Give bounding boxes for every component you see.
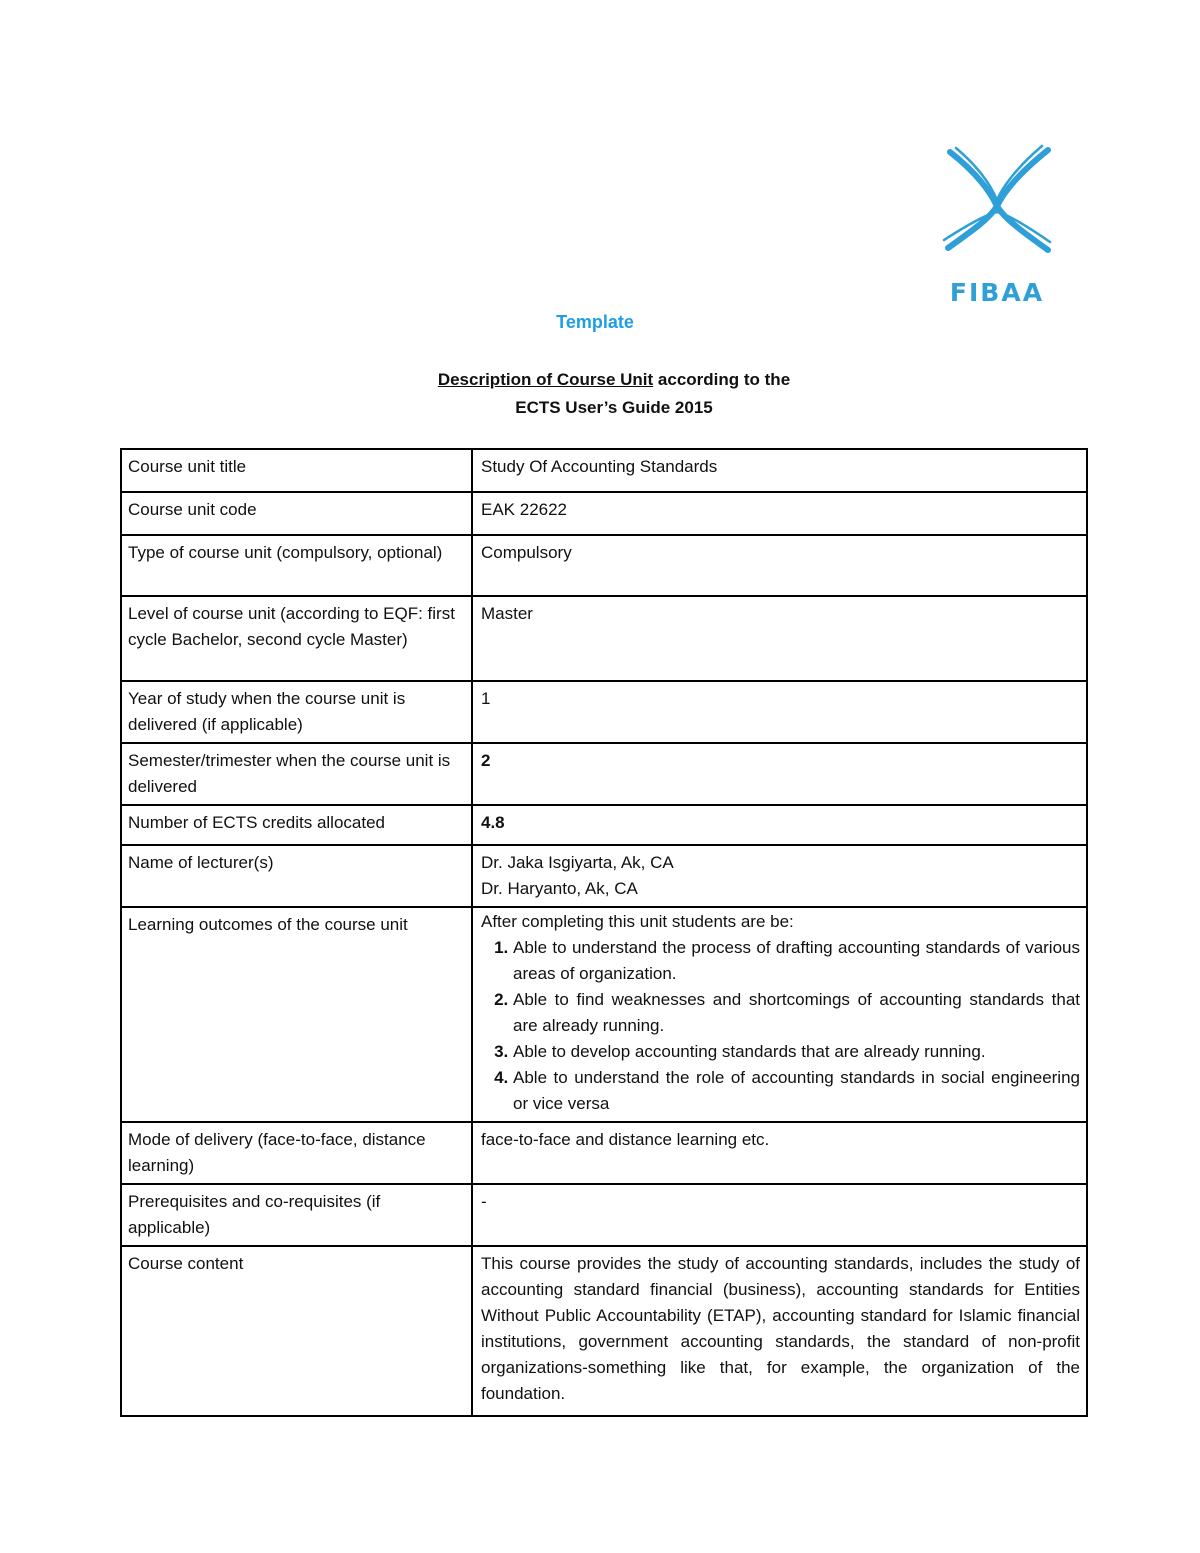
fibaa-x-icon bbox=[938, 144, 1056, 269]
row-course-title bbox=[121, 449, 1087, 492]
row-course-type bbox=[121, 535, 1087, 596]
value-mode-of-delivery: face-to-face and distance learning etc. bbox=[472, 1122, 1087, 1184]
course-unit-table bbox=[120, 448, 1088, 1417]
label-year-of-study: Year of study when the course unit is delivered (if applicable) bbox=[121, 681, 472, 743]
outcome-item: 2. Able to find weaknesses and shortcomings of accounting standards that are already running. bbox=[513, 987, 1080, 1039]
logo-text: FIBAA bbox=[949, 278, 1045, 307]
row-course-code bbox=[121, 492, 1087, 535]
outcomes-intro: After completing this unit students are be: bbox=[481, 912, 794, 931]
row-course-content bbox=[121, 1246, 1087, 1416]
row-course-level bbox=[121, 596, 1087, 681]
title-rest: according to the bbox=[653, 370, 791, 389]
outcome-item: 4. Able to understand the role of accounting standards in social engineering or vice versa bbox=[513, 1065, 1080, 1117]
label-lecturers: Name of lecturer(s) bbox=[121, 845, 472, 907]
lecturer-name: Dr. Jaka Isgiyarta, Ak, CA bbox=[481, 853, 674, 872]
fibaa-logo bbox=[938, 144, 1056, 309]
value-year-of-study: 1 bbox=[472, 681, 1087, 743]
value-lecturers bbox=[472, 845, 1087, 907]
label-mode-of-delivery: Mode of delivery (face-to-face, distance learning) bbox=[121, 1122, 472, 1184]
label-ects-credits: Number of ECTS credits allocated bbox=[121, 805, 472, 845]
label-prerequisites: Prerequisites and co-requisites (if applicable) bbox=[121, 1184, 472, 1246]
template-label: Template bbox=[556, 312, 634, 332]
value-course-code: EAK 22622 bbox=[472, 492, 1087, 535]
label-course-type: Type of course unit (compulsory, optional) bbox=[121, 535, 472, 596]
value-course-type: Compulsory bbox=[472, 535, 1087, 596]
row-learning-outcomes bbox=[121, 907, 1087, 1122]
label-semester: Semester/trimester when the course unit is delivered bbox=[121, 743, 472, 805]
value-learning-outcomes bbox=[472, 907, 1087, 1122]
title-underlined: Description of Course Unit bbox=[437, 370, 654, 389]
document-title bbox=[0, 370, 1200, 390]
row-mode-of-delivery bbox=[121, 1122, 1087, 1184]
label-course-level: Level of course unit (according to EQF: first cycle Bachelor, second cycle Master) bbox=[121, 596, 472, 681]
label-course-content: Course content bbox=[121, 1246, 472, 1416]
value-course-content: This course provides the study of accounting standards, includes the study of accounting standard financial (business), accounting standards for Entities Without Public Accountability (ETAP), accounting standard for Islamic financial institutions, government accounting standards, the standard of non-profit organizations-something like that, for example, the organization of the foundation. bbox=[472, 1246, 1087, 1416]
label-course-title: Course unit title bbox=[121, 449, 472, 492]
row-prerequisites bbox=[121, 1184, 1087, 1246]
document-subtitle: ECTS User’s Guide 2015 bbox=[515, 398, 713, 417]
row-semester bbox=[121, 743, 1087, 805]
label-learning-outcomes: Learning outcomes of the course unit bbox=[121, 907, 472, 1122]
value-ects-credits: 4.8 bbox=[472, 805, 1087, 845]
lecturer-name: Dr. Haryanto, Ak, CA bbox=[481, 879, 638, 898]
row-ects-credits bbox=[121, 805, 1087, 845]
label-course-code: Course unit code bbox=[121, 492, 472, 535]
outcome-item: 1. Able to understand the process of drafting accounting standards of various areas of organization. bbox=[513, 935, 1080, 987]
row-year-of-study bbox=[121, 681, 1087, 743]
outcomes-list bbox=[481, 935, 1080, 1117]
value-semester: 2 bbox=[472, 743, 1087, 805]
value-course-title: Study Of Accounting Standards bbox=[472, 449, 1087, 492]
row-lecturers bbox=[121, 845, 1087, 907]
value-course-level: Master bbox=[472, 596, 1087, 681]
outcome-item: 3. Able to develop accounting standards that are already running. bbox=[513, 1039, 1080, 1065]
value-prerequisites: - bbox=[472, 1184, 1087, 1246]
